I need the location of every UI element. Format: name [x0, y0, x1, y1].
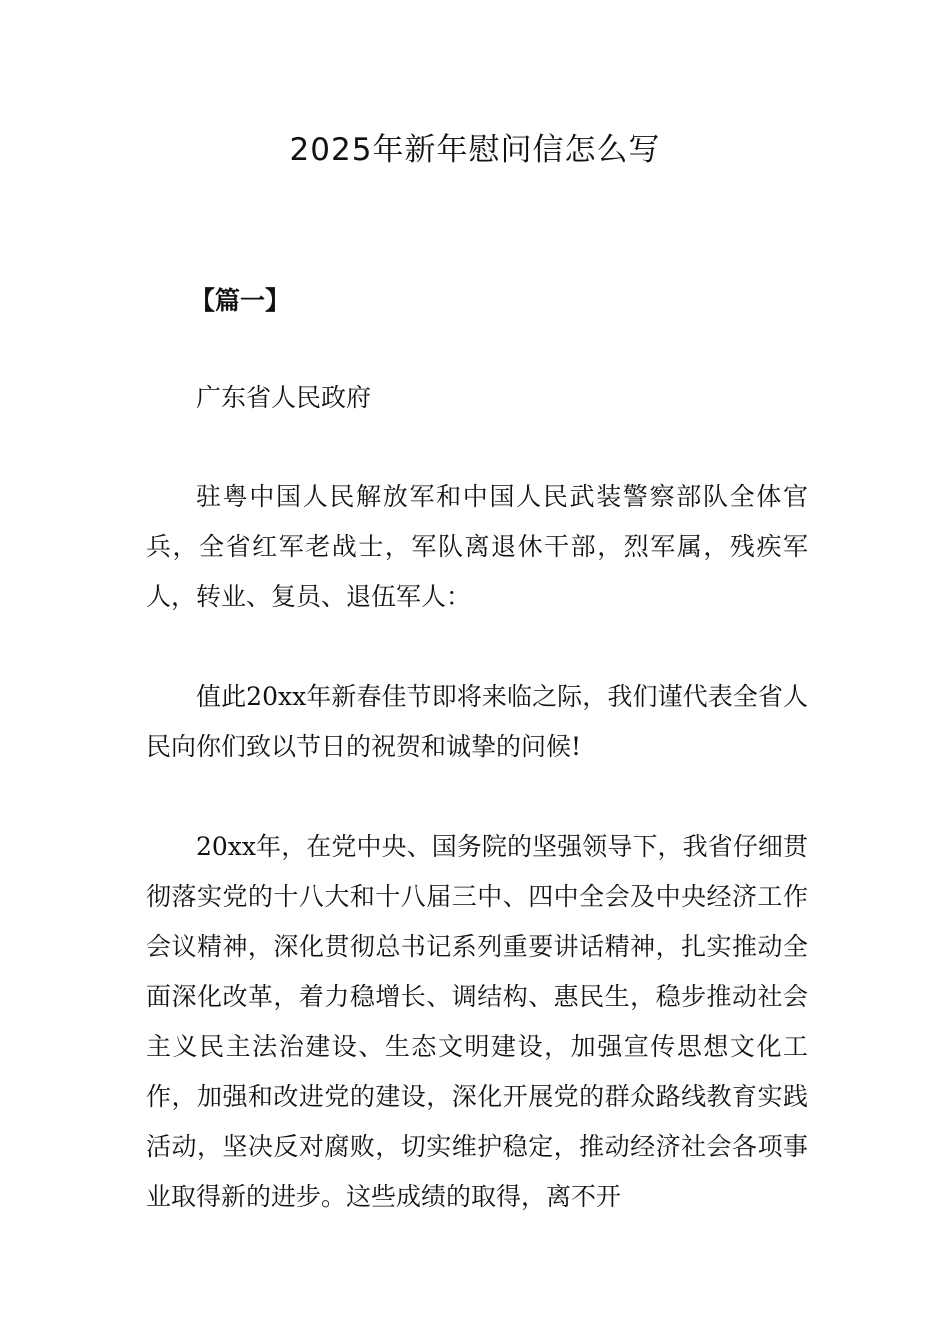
section-label: 【篇一】	[190, 286, 291, 315]
paragraph-greeting: 值此20xx年新春佳节即将来临之际，我们谨代表全省人民向你们致以节日的祝贺和诚挚的问候!	[146, 682, 808, 761]
paragraph-review: 20xx年，在党中央、国务院的坚强领导下，我省仔细贯彻落实党的十八大和十八届三中、四中全会及中央经济工作会议精神，深化贯彻总书记系列重要讲话精神，扎实推动全面深化改革，着力稳增长、调结构、惠民生，稳步推动社会主义民主法治建设、生态文明建设，加强宣传思想文化工作，加强和改进党的建设，深化开展党的群众路线教育实践活动，坚决反对腐败，切实维护稳定，推动经济社会各项事业取得新的进步。这些成绩的取得，离不开	[146, 832, 808, 1211]
paragraph-addressees: 驻粤中国人民解放军和中国人民武装警察部队全体官兵，全省红军老战士，军队离退休干部，烈军属，残疾军人，转业、复员、退伍军人：	[146, 482, 808, 611]
salutation: 广东省人民政府	[196, 383, 372, 412]
document-title: 2025年新年慰问信怎么写	[289, 132, 661, 168]
